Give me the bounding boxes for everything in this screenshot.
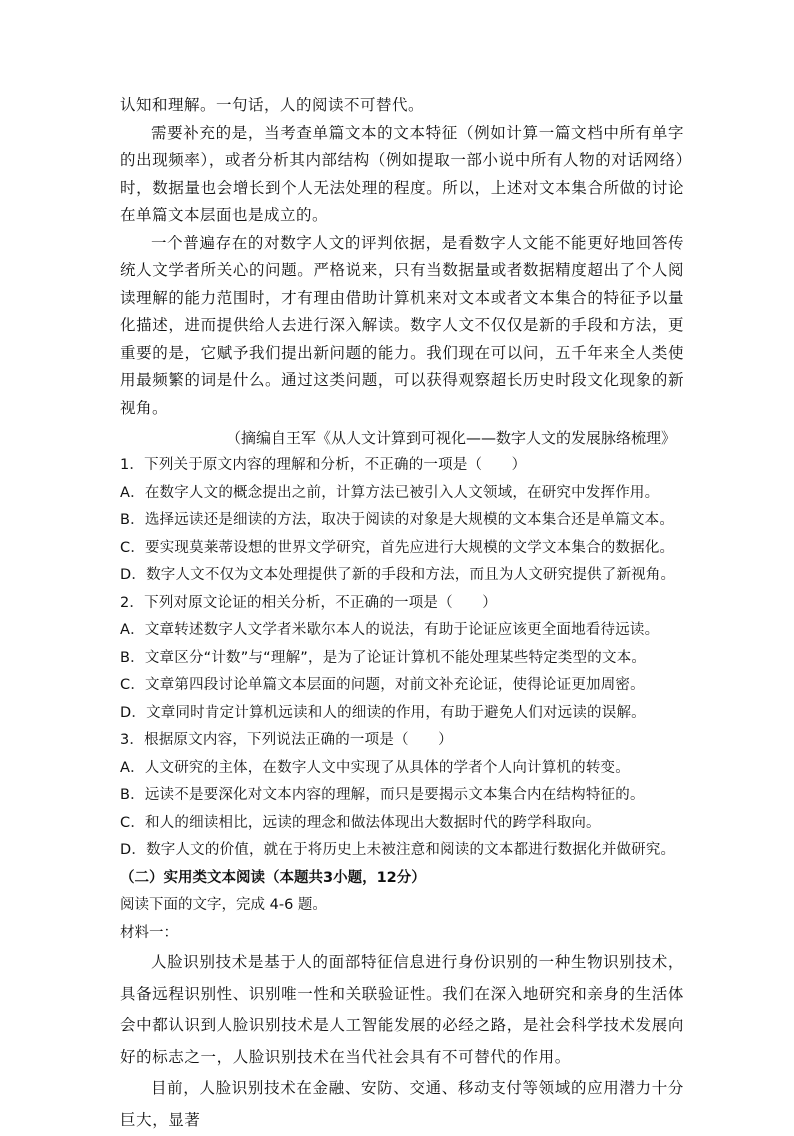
question-2-stem: 2．下列对原文论证的相关分析，不正确的一项是（ ）	[120, 594, 497, 611]
question-list	[120, 452, 684, 865]
material-paragraph-1: 人脸识别技术是基于人的面部特征信息进行身份识别的一种生物识别技术，具备远程识别性、识别唯一性和关联验证性。我们在深入地研究和亲身的生活体会中都认识到人脸识别技术是人工智能发展的必经之路，是社会科学技术发展向好的标志之一，人脸识别技术在当代社会具有不可替代的作用。	[120, 953, 684, 1066]
question-2-option-d: D．文章同时肯定计算机远读和人的细读的作用，有助于避免人们对远读的误解。	[120, 704, 646, 721]
question-2-option-a: A．文章转述数字人文学者米歇尔本人的说法，有助于论证应该更全面地看待远读。	[120, 622, 660, 638]
question-1-option-c: C．要实现莫莱蒂设想的世界文学研究，首先应进行大规模的文学文本集合的数据化。	[120, 539, 675, 556]
material-label: 材料一：	[120, 924, 178, 941]
passage-paragraph-1: 认知和理解。一句话，人的阅读不可替代。	[120, 96, 425, 114]
material-paragraph-2: 目前，人脸识别技术在金融、安防、交通、移动支付等领域的应用潜力十分巨大，显著	[120, 1079, 684, 1129]
passage-paragraph-2: 需要补充的是，当考查单篇文本的文本特征（例如计算一篇文档中所有单字的出现频率），或者分析其内部结构（例如提取一部小说中所有人物的对话网络）时，数据量也会增长到个人无法处理的程度。所以，上述对文本集合所做的讨论在单篇文本层面也是成立的。	[120, 123, 684, 224]
question-3-option-c: C．和人的细读相比，远读的理念和做法体现出大数据时代的跨学科取向。	[120, 814, 601, 831]
question-3-option-a: A．人文研究的主体，在数字人文中实现了从具体的学者个人向计算机的转变。	[120, 759, 630, 776]
question-3-stem: 3．根据原文内容，下列说法正确的一项是（ ）	[120, 732, 453, 748]
question-2-option-b: B．文章区分“计数”与“理解”，是为了论证计算机不能处理某些特定类型的文本。	[120, 649, 647, 666]
source-citation: （摘编自王军《从人文计算到可视化——数字人文的发展脉络梳理》	[225, 429, 676, 447]
section-heading: （二）实用类文本阅读（本题共3小题，12分）	[120, 869, 426, 886]
question-1-option-d: D．数字人文不仅为文本处理提供了新的手段和方法，而且为人文研究提供了新视角。	[120, 567, 676, 583]
question-2-option-c: C．文章第四段讨论单篇文本层面的问题，对前文补充论证，使得论证更加周密。	[120, 677, 645, 693]
question-3-option-b: B．远读不是要深化对文本内容的理解，而只是要揭示文本集合内在结构特征的。	[120, 787, 645, 803]
question-1-option-b: B．选择远读还是细读的方法，取决于阅读的对象是大规模的文本集合还是单篇文本。	[120, 512, 675, 528]
question-1-stem: 1．下列关于原文内容的理解和分析，不正确的一项是（ ）	[120, 457, 527, 473]
question-1-option-a: A．在数字人文的概念提出之前，计算方法已被引入人文领域，在研究中发挥作用。	[120, 484, 660, 501]
reading-instruction: 阅读下面的文字，完成 4-6 题。	[120, 897, 327, 913]
question-3-option-d: D．数字人文的价值，就在于将历史上未被注意和阅读的文本都进行数据化并做研究。	[120, 842, 676, 858]
passage-paragraph-3: 一个普遍存在的对数字人文的评判依据，是看数字人文能不能更好地回答传统人文学者所关心的问题。严格说来，只有当数据量或者数据精度超出了个人阅读理解的能力范围时，才有理由借助计算机来对文本或者文本集合的特征予以量化描述，进而提供给人去进行深入解读。数字人文不仅仅是新的手段和方法，更重要的是，它赋予我们提出新问题的能力。我们现在可以问，五千年来全人类使用最频繁的词是什么。通过这类问题，可以获得观察超长历史时段文化现象的新视角。	[120, 233, 684, 417]
